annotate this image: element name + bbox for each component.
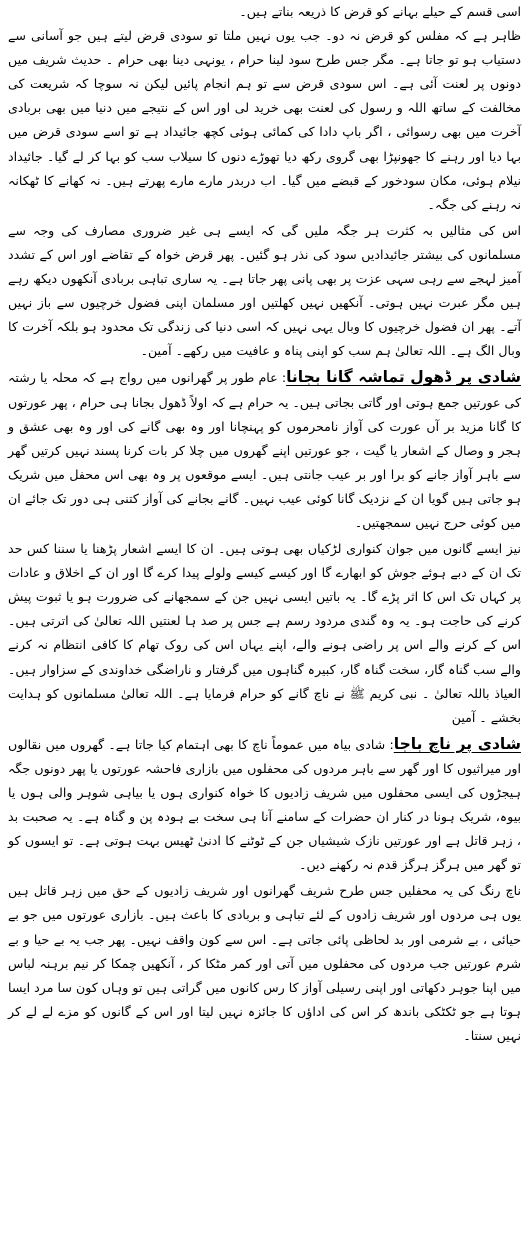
- section-wedding-dhol: [8, 365, 521, 535]
- section-wedding-dance: [8, 732, 521, 878]
- section-heading-wedding-dhol: شادی پر ڈھول تماشہ گانا بجانا: [286, 368, 521, 387]
- section-text-wedding-dhol: : عام طور پر گھرانوں میں رواج ہے کہ محلہ یا رشتہ کی عورتیں جمع ہوتی اور گاتی بجاتی ہیں۔ یہ حرام ہے کہ اولاً ڈھول بجانا ہی حرام ، پھر عورتوں کا گانا مزید بر آں عورت کی آواز نامحرموں کو پہنچانا اور وہ بھی گانے کی اور وہ بھی عشق و ہجر و وصال کے اشعار یا گیت ، جو عورتیں اپنے گھروں میں چلا کر بات کرنا پسند نہیں کرتیں گھر سے باہر آواز جانے کو برا اور بر عیب جانتی ہیں۔ ایسے موقعوں پر وہ بھی اس محفل میں شریک ہو جاتی ہیں گویا ان کے نزدیک گانا کوئی عیب نہیں۔ گانے بجانے کی آواز کتنی ہی دور تک جائے ان میں کوئی حرج نہیں سمجھتیں۔: [8, 370, 521, 530]
- paragraph-dance-gatherings: ناچ رنگ کی یہ محفلیں جس طرح شریف گھرانوں اور شریف زادیوں کے حق میں زہر قاتل ہیں یوں ہی مردوں اور شریف زادوں کے لئے تباہی و بربادی کا باعث ہیں۔ بازاری عورتوں میں جو بے حیائی ، بے شرمی اور بد لحاظی پائی جاتی ہے۔ اس سے کون واقف نہیں۔ پھر جب یہ بے حیا و بے شرم عورتیں جب مردوں کی محفلوں میں آتی اور کمر مٹکا کر ، آنکھیں چمکا کر نیم برہنہ لباس میں اپنا جوہر دکھاتی اور اپنی رسیلی آواز کا رس کانوں میں گراتی ہیں تو وہاں کون سا مرد ایسا ہوتا ہے جو ٹکٹکی باندھ کر اس کی اداؤں کا جائزہ نہیں لیتا اور اس کے گانوں کو مزے لے لے کر نہیں سنتا۔: [8, 883, 521, 1043]
- section-heading-wedding-dance: شادی پر ناچ باجا: [393, 734, 521, 753]
- paragraph-interest-loans: ظاہر ہے کہ مفلس کو قرض نہ دو۔ جب یوں نہیں ملتا تو سودی قرض لیتے ہیں جو آسانی سے دستیاب ہو تو جاتا ہے۔ مگر جس طرح سود لینا حرام ، یونہی دینا بھی حرام ۔ حدیث شریف میں دونوں پر لعنت آئی ہے۔ اس سودی قرض سے تو ہم انجام پائیں لیکن نہ سوچا کہ شریعت کی مخالفت کے ساتھ اللہ و رسول کی لعنت بھی خرید لی اور اس کے نتیجے میں دنیا میں بھی بربادی آخرت میں بھی رسوائی ، اگر باپ دادا کی کمائی ہوئی کچھ جائیداد ہے تو اسے سودی قرض میں بہا دیا اور رہنے کا جھونپڑا بھی گروی رکھ دیا تھوڑے دنوں کا سیلاب سب کو بہا کر لے گیا۔ جائیداد نیلام ہوئی، مکان سودخور کے قبضے میں گیا۔ اب دربدر مارے مارے پھرتے ہیں۔ نہ کھانے کا ٹھکانہ نہ رہنے کی جگہ۔: [8, 28, 521, 212]
- paragraph-young-girls-singing: نیز ایسے گانوں میں جوان کنواری لڑکیاں بھی ہوتی ہیں۔ ان کا ایسے اشعار پڑھنا یا سننا کس حد تک ان کے دبے ہوئے جوش کو ابھارے گا اور کیسے کیسے ولولے پیدا کرے گا اور ان کے اخلاق و عادات پر کہاں تک اس کا اثر پڑے گا۔ یہ باتیں ایسی نہیں جن کے سمجھانے کی ضرورت ہو یا ثبوت پیش کرنے کی حاجت ہو۔ یہ وہ گندی مردود رسم ہے جس پر صد ہا لعنتیں اللہ تعالیٰ کی اترتی ہیں۔ اس کے کرنے والے اس پر راضی ہونے والے، اپنے یہاں اس کی روک تھام کا کافی انتظام نہ کرنے والے سب گناہ گار، سخت گناہ گار، کبیرہ گناہوں میں گرفتار و ناراضگی خداوندی کے سزاوار ہیں۔ العیاذ باللہ تعالیٰ ۔ نبی کریم ﷺ نے ناچ گانے کو حرام فرمایا ہے۔ اللہ تعالیٰ مسلمانوں کو ہدایت بخشے ۔ آمین: [8, 541, 521, 725]
- section-text-wedding-dance: : شادی بیاہ میں عموماً ناچ کا بھی اہتمام کیا جاتا ہے۔ گھروں میں نقالوں اور میراثیوں کا اور گھر سے باہر مردوں کی محفلوں میں بازاری فاحشہ عورتوں یا پھر دونوں جگہ ہیجڑوں کی ایسی محفلوں میں شریف زادیوں کا خواہ کنواری ہوں یا بیاہی شوہر والی ہوں یا بیوہ، شریک ہونا در کنار ان حضرات کے سامنے آنا ہی سخت بے ہودہ پن و گناہ ہے۔ یہ صحبت بد ، زہر قاتل ہے اور عورتیں نازک شیشیاں جن کے ٹوٹنے کا ادنیٰ ٹھیس بہت ہوتی ہے۔ تو ایسوں کو تو گھر میں ہرگز ہرگز قدم نہ رکھنے دیں۔: [8, 736, 521, 873]
- paragraph-intro-line: اسی قسم کے حیلے بہانے کو قرض کا ذریعہ بناتے ہیں۔: [239, 4, 521, 19]
- paragraph-wasteful-spending: اس کی مثالیں بہ کثرت ہر جگہ ملیں گی کہ ایسے ہی غیر ضروری مصارف کی وجہ سے مسلمانوں کی بیشتر جائیدادیں سود کی نذر ہو گئیں۔ پھر قرض خواہ کے تقاضے اور اس کے تشدد آمیز لہجے سے رہی سہی عزت پر بھی پانی پھر جاتا ہے۔ یہ ساری تباہی بربادی آنکھوں دیکھ رہے ہیں مگر عبرت نہیں ہوتی۔ آنکھیں نہیں کھلتیں اور مسلمان اپنی فضول خرچیوں سے باز نہیں آتے۔ پھر ان فضول خرچیوں کا وبال یہی نہیں کہ اسی دنیا کی زندگی تک محدود ہو بلکہ آخرت کا وبال الگ ہے۔ اللہ تعالیٰ ہم سب کو اپنی پناہ و عافیت میں رکھے۔ آمین۔: [8, 222, 521, 359]
